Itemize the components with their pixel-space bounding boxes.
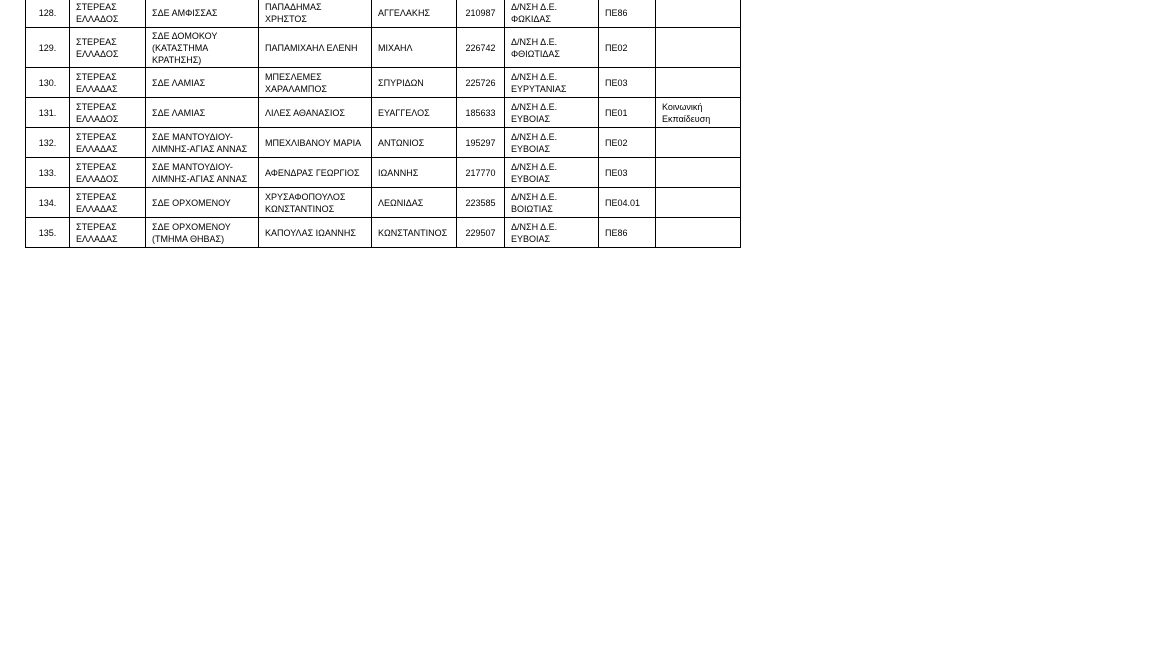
father-name-cell: ΕΥΑΓΓΕΛΟΣ bbox=[372, 98, 457, 128]
note-cell bbox=[656, 128, 741, 158]
region-cell: ΣΤΕΡΕΑΣ ΕΛΛΑΔΑΣ bbox=[70, 218, 146, 248]
region-cell: ΣΤΕΡΕΑΣ ΕΛΛΑΔΟΣ bbox=[70, 98, 146, 128]
registry-number-cell: 229507 bbox=[457, 218, 505, 248]
specialty-cell: ΠΕ01 bbox=[599, 98, 656, 128]
directorate-cell: Δ/ΝΣΗ Δ.Ε. ΕΥΒΟΙΑΣ bbox=[505, 128, 599, 158]
region-cell: ΣΤΕΡΕΑΣ ΕΛΛΑΔΑΣ bbox=[70, 128, 146, 158]
note-cell bbox=[656, 218, 741, 248]
row-number-cell: 133. bbox=[26, 158, 70, 188]
registry-number-cell: 223585 bbox=[457, 188, 505, 218]
full-name-cell: ΠΑΠΑΔΗΜΑΣ ΧΡΗΣΤΟΣ bbox=[259, 0, 372, 28]
directorate-cell: Δ/ΝΣΗ Δ.Ε. ΕΥΒΟΙΑΣ bbox=[505, 98, 599, 128]
father-name-cell: ΚΩΝΣΤΑΝΤΙΝΟΣ bbox=[372, 218, 457, 248]
school-cell: ΣΔΕ ΜΑΝΤΟΥΔΙΟΥ- ΛΙΜΝΗΣ-ΑΓΙΑΣ ΑΝΝΑΣ bbox=[146, 128, 259, 158]
row-number-cell: 131. bbox=[26, 98, 70, 128]
specialty-cell: ΠΕ03 bbox=[599, 68, 656, 98]
note-cell bbox=[656, 0, 741, 28]
registry-number-cell: 225726 bbox=[457, 68, 505, 98]
specialty-cell: ΠΕ86 bbox=[599, 218, 656, 248]
table-body bbox=[26, 0, 741, 248]
table-row bbox=[26, 188, 741, 218]
specialty-cell: ΠΕ02 bbox=[599, 128, 656, 158]
row-number-cell: 132. bbox=[26, 128, 70, 158]
note-cell bbox=[656, 158, 741, 188]
school-cell: ΣΔΕ ΛΑΜΙΑΣ bbox=[146, 68, 259, 98]
specialty-cell: ΠΕ03 bbox=[599, 158, 656, 188]
row-number-cell: 128. bbox=[26, 0, 70, 28]
school-cell: ΣΔΕ ΑΜΦΙΣΣΑΣ bbox=[146, 0, 259, 28]
table-row bbox=[26, 98, 741, 128]
school-cell: ΣΔΕ ΛΑΜΙΑΣ bbox=[146, 98, 259, 128]
registry-number-cell: 195297 bbox=[457, 128, 505, 158]
full-name-cell: ΜΠΕΣΛΕΜΕΣ ΧΑΡΑΛΑΜΠΟΣ bbox=[259, 68, 372, 98]
full-name-cell: ΠΑΠΑΜΙΧΑΗΛ ΕΛΕΝΗ bbox=[259, 28, 372, 68]
directorate-cell: Δ/ΝΣΗ Δ.Ε. ΕΥΡΥΤΑΝΙΑΣ bbox=[505, 68, 599, 98]
row-number-cell: 129. bbox=[26, 28, 70, 68]
father-name-cell: ΜΙΧΑΗΛ bbox=[372, 28, 457, 68]
note-cell bbox=[656, 68, 741, 98]
school-cell: ΣΔΕ ΟΡΧΟΜΕΝΟΥ bbox=[146, 188, 259, 218]
table-row bbox=[26, 0, 741, 28]
directorate-cell: Δ/ΝΣΗ Δ.Ε. ΦΩΚΙΔΑΣ bbox=[505, 0, 599, 28]
row-number-cell: 134. bbox=[26, 188, 70, 218]
full-name-cell: ΧΡΥΣΑΦΟΠΟΥΛΟΣ ΚΩΝΣΤΑΝΤΙΝΟΣ bbox=[259, 188, 372, 218]
region-cell: ΣΤΕΡΕΑΣ ΕΛΛΑΔΟΣ bbox=[70, 28, 146, 68]
appointments-table bbox=[25, 0, 741, 248]
father-name-cell: ΑΝΤΩΝΙΟΣ bbox=[372, 128, 457, 158]
father-name-cell: ΣΠΥΡΙΔΩΝ bbox=[372, 68, 457, 98]
full-name-cell: ΜΠΕΧΛΙΒΑΝΟΥ ΜΑΡΙΑ bbox=[259, 128, 372, 158]
note-cell: Κοινωνική Εκπαίδευση bbox=[656, 98, 741, 128]
specialty-cell: ΠΕ04.01 bbox=[599, 188, 656, 218]
registry-number-cell: 226742 bbox=[457, 28, 505, 68]
directorate-cell: Δ/ΝΣΗ Δ.Ε. ΦΘΙΩΤΙΔΑΣ bbox=[505, 28, 599, 68]
region-cell: ΣΤΕΡΕΑΣ ΕΛΛΑΔΟΣ bbox=[70, 0, 146, 28]
table-row bbox=[26, 158, 741, 188]
registry-number-cell: 210987 bbox=[457, 0, 505, 28]
directorate-cell: Δ/ΝΣΗ Δ.Ε. ΕΥΒΟΙΑΣ bbox=[505, 158, 599, 188]
table-row bbox=[26, 128, 741, 158]
table-row bbox=[26, 68, 741, 98]
full-name-cell: ΑΦΕΝΔΡΑΣ ΓΕΩΡΓΙΟΣ bbox=[259, 158, 372, 188]
father-name-cell: ΑΓΓΕΛΑΚΗΣ bbox=[372, 0, 457, 28]
row-number-cell: 135. bbox=[26, 218, 70, 248]
registry-number-cell: 185633 bbox=[457, 98, 505, 128]
full-name-cell: ΚΑΠΟΥΛΑΣ ΙΩΑΝΝΗΣ bbox=[259, 218, 372, 248]
region-cell: ΣΤΕΡΕΑΣ ΕΛΛΑΔΑΣ bbox=[70, 68, 146, 98]
father-name-cell: ΛΕΩΝΙΔΑΣ bbox=[372, 188, 457, 218]
school-cell: ΣΔΕ ΔΟΜΟΚΟΥ (ΚΑΤΑΣΤΗΜΑ ΚΡΑΤΗΣΗΣ) bbox=[146, 28, 259, 68]
table-row bbox=[26, 218, 741, 248]
row-number-cell: 130. bbox=[26, 68, 70, 98]
note-cell bbox=[656, 28, 741, 68]
father-name-cell: ΙΩΑΝΝΗΣ bbox=[372, 158, 457, 188]
directorate-cell: Δ/ΝΣΗ Δ.Ε. ΒΟΙΩΤΙΑΣ bbox=[505, 188, 599, 218]
specialty-cell: ΠΕ86 bbox=[599, 0, 656, 28]
full-name-cell: ΛΙΛΕΣ ΑΘΑΝΑΣΙΟΣ bbox=[259, 98, 372, 128]
region-cell: ΣΤΕΡΕΑΣ ΕΛΛΑΔΑΣ bbox=[70, 188, 146, 218]
directorate-cell: Δ/ΝΣΗ Δ.Ε. ΕΥΒΟΙΑΣ bbox=[505, 218, 599, 248]
school-cell: ΣΔΕ ΜΑΝΤΟΥΔΙΟΥ- ΛΙΜΝΗΣ-ΑΓΙΑΣ ΑΝΝΑΣ bbox=[146, 158, 259, 188]
school-cell: ΣΔΕ ΟΡΧΟΜΕΝΟΥ (ΤΜΗΜΑ ΘΗΒΑΣ) bbox=[146, 218, 259, 248]
note-cell bbox=[656, 188, 741, 218]
specialty-cell: ΠΕ02 bbox=[599, 28, 656, 68]
table-row bbox=[26, 28, 741, 68]
registry-number-cell: 217770 bbox=[457, 158, 505, 188]
region-cell: ΣΤΕΡΕΑΣ ΕΛΛΑΔΟΣ bbox=[70, 158, 146, 188]
